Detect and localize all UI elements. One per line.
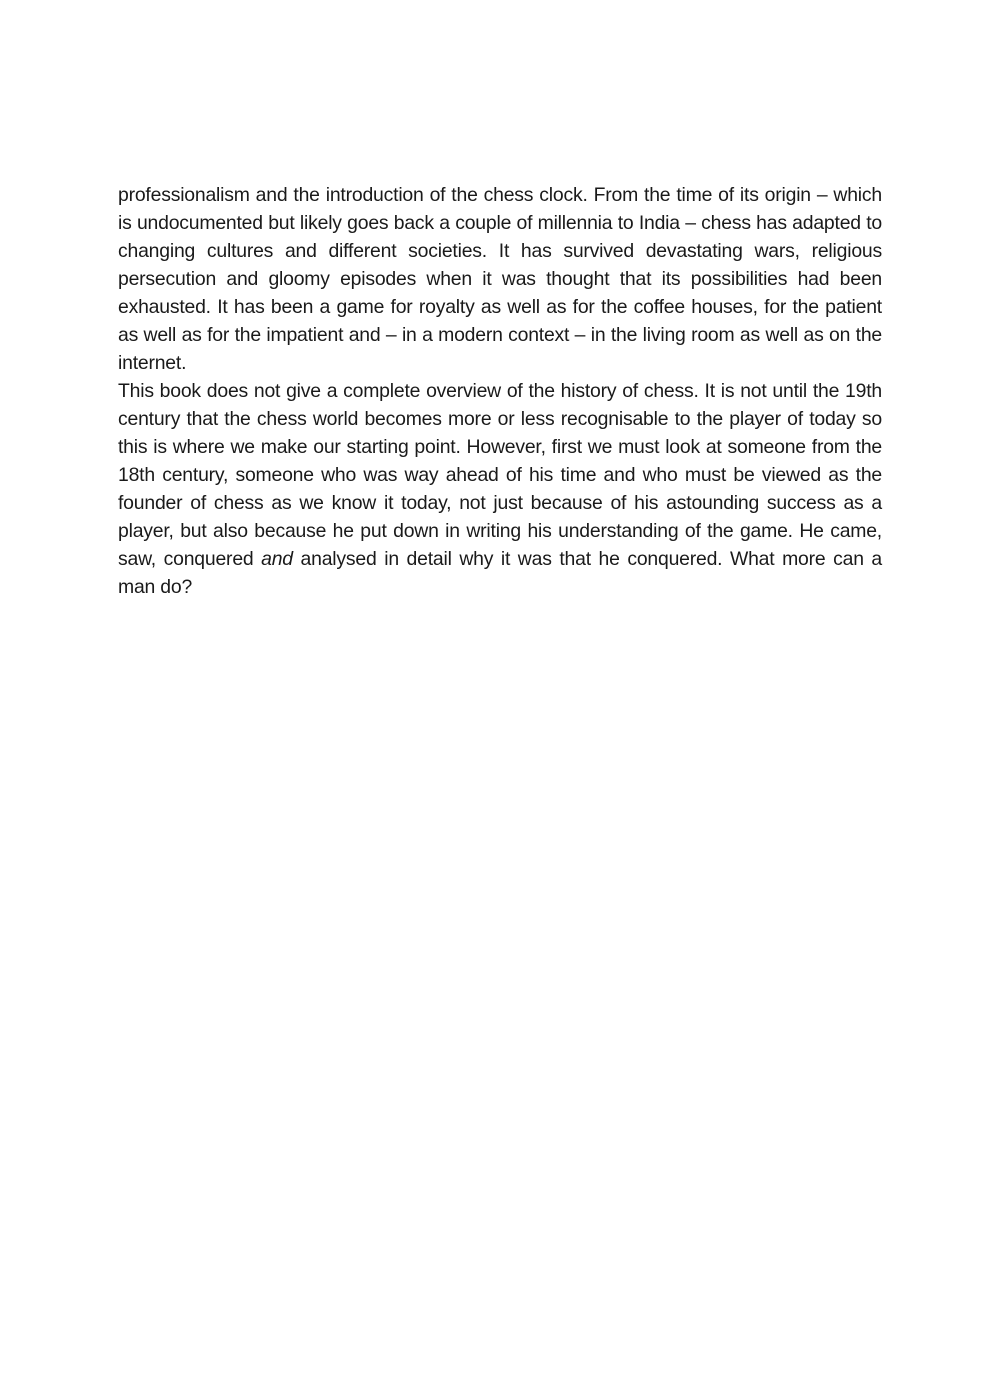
paragraph-text-before-italic: This book does not give a complete overview of the history of chess. It is not until the 19th century that the chess world becomes more or less recognisable to the player of today so this is where we make our starting point. However, first we must look at someone from the 18th century, someone who was way ahead of his time and who must be viewed as the founder of chess as we know it today, not just because of his astounding success as a player, but also because he put down in writing his understanding of the game. He came, saw, conquered (118, 380, 882, 570)
paragraph-chess-origins: professionalism and the introduction of the chess clock. From the time of its origin – which is undocumented but likely goes back a couple of millennia to India – chess has adapted to changing cultures and different societies. It has survived devastating wars, religious persecution and gloomy episodes when it was thought that its possibilities had been exhausted. It has been a game for royalty as well as for the coffee houses, for the patient as well as for the impatient and – in a modern context – in the living room as well as on the internet. (118, 184, 882, 374)
paragraph-text-after-italic: analysed in detail why it was that he conquered. What more can a man do? (118, 548, 883, 598)
italic-emphasis: and (261, 548, 293, 570)
document-page (118, 181, 882, 601)
paragraph-book-scope (118, 377, 882, 601)
